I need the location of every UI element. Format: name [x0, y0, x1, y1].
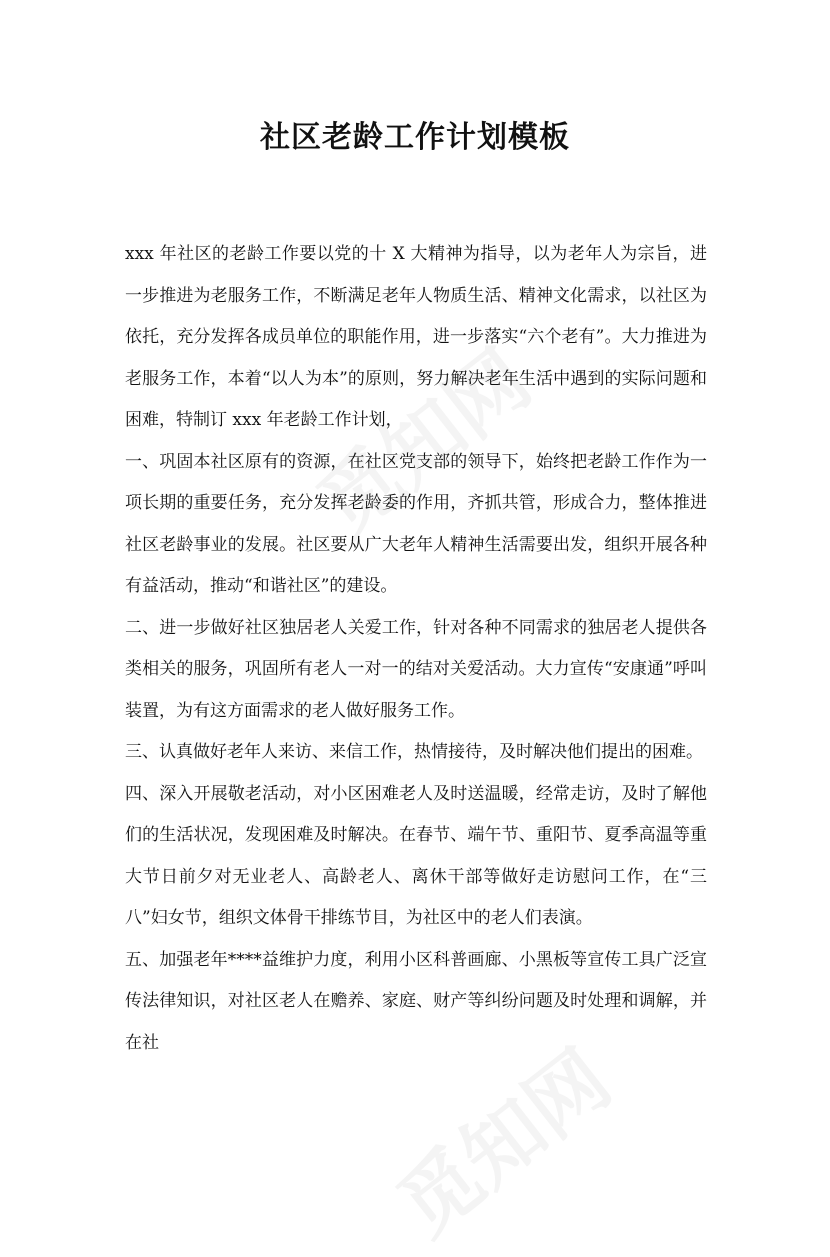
paragraph-item-3: 三、认真做好老年人来访、来信工作，热情接待，及时解决他们提出的困难。: [125, 742, 703, 762]
paragraph-item-2: 二、进一步做好社区独居老人关爱工作，针对各种不同需求的独居老人提供各类相关的服务，巩固所有老人一对一的结对关爱活动。大力宣传“安康通”呼叫装置，为有这方面需求的老人做好服务工作。: [125, 617, 707, 721]
document-title: 社区老龄工作计划模板: [260, 120, 570, 155]
paragraph-item-5: 五、加强老年****益维护力度，利用小区科普画廊、小黑板等宣传工具广泛宣传法律知识，对社区老人在赡养、家庭、财产等纠纷问题及时处理和调解，并在社: [125, 949, 707, 1053]
paragraph-intro: xxx 年社区的老龄工作要以党的十 X 大精神为指导，以为老年人为宗旨，进一步推进为老服务工作，不断满足老年人物质生活、精神文化需求，以社区为依托，充分发挥各成员单位的职能作用，进一步落实“六个老有”。大力推进为老服务工作，本着“以人为本”的原则，努力解决老年生活中遇到的实际问题和困难，特制订 xxx 年老龄工作计划，: [125, 244, 707, 430]
document-body: [125, 234, 707, 1064]
paragraph-item-1: 一、巩固本社区原有的资源，在社区党支部的领导下，始终把老龄工作作为一项长期的重要任务，充分发挥老龄委的作用，齐抓共管，形成合力，整体推进社区老龄事业的发展。社区要从广大老年人精神生活需要出发，组织开展各种有益活动，推动“和谐社区”的建设。: [125, 451, 707, 596]
paragraph-item-4: 四、深入开展敬老活动，对小区困难老人及时送温暖，经常走访，及时了解他们的生活状况，发现困难及时解决。在春节、端午节、重阳节、夏季高温等重大节日前夕对无业老人、高龄老人、离休干部等做好走访慰问工作，在“三八”妇女节，组织文体骨干排练节目，为社区中的老人们表演。: [125, 783, 707, 928]
